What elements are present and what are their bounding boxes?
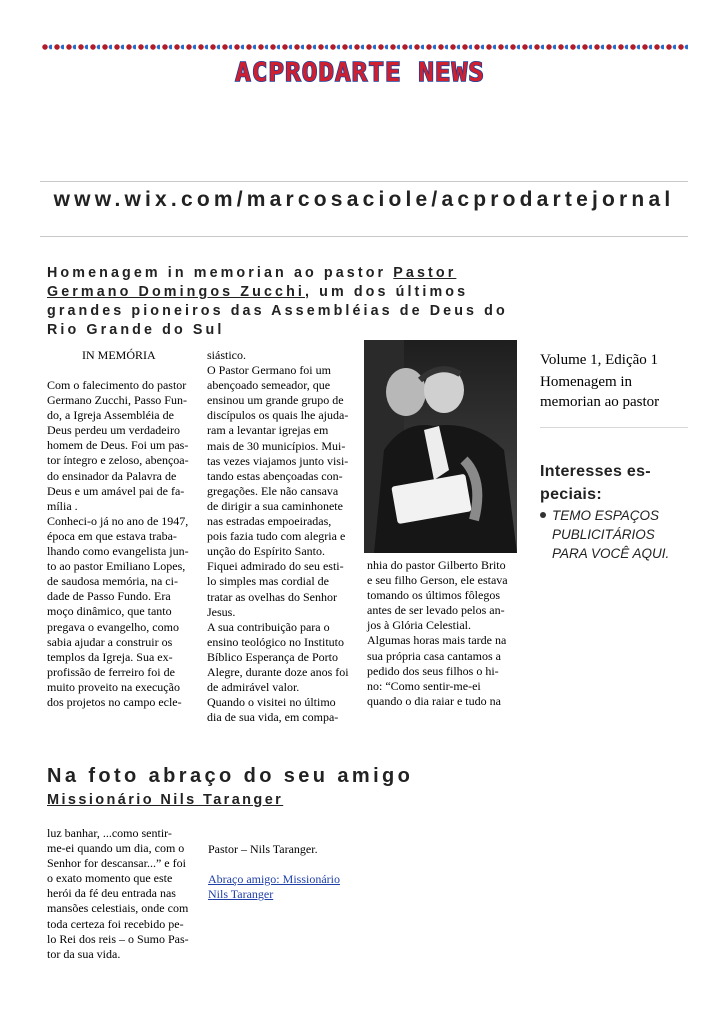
second-headline: Na foto abraço do seu amigo (47, 765, 414, 787)
article-column-3: nhia do pastor Gilberto Brito e seu filho Gerson, ele estava tomando os últimos fôlegos antes de ser levado pelos an- jos à Glória Celestial. Algumas horas mais tarde na sua própria casa cantamos a pedido dos seus filhos o hi- no: “Como sentir-me-ei quando o dia raiar e tudo na (367, 558, 508, 708)
headline-part1: Homenagem in memorian ao pastor (47, 265, 394, 281)
second-subheadline[interactable]: Missionário Nils Taranger (47, 792, 284, 808)
section-label: IN MEMÓRIA (82, 348, 156, 362)
bullet-icon (540, 512, 546, 518)
main-headline (47, 264, 517, 340)
headline-part2: , um dos últimos grandes pioneiros das Assembléias de Deus do Rio Grande do Sul (47, 284, 508, 338)
divider-top (40, 181, 688, 182)
sidebar-divider (540, 427, 688, 428)
website-url[interactable]: www.wix.com/marcosaciole/acprodartejornal (53, 188, 675, 211)
divider-url (40, 236, 688, 237)
logo-text: ACPRODARTE NEWS (235, 58, 485, 88)
acprodarte-news-logo (210, 52, 510, 92)
interests-title: Interesses es- peciais: (540, 463, 651, 503)
volume-label: Volume 1, Edição 1 (540, 352, 659, 368)
interests-bullet: TEMO ESPAÇOS PUBLICITÁRIOS PARA VOCÊ AQUI. (552, 508, 670, 561)
article-column-2: siástico. O Pastor Germano foi um abençoado semeador, que ensinou um grande grupo de discípulos os quais lhe ajuda- ram a levantar igrejas em mais de 30 municípios. Mui- tas vezes viajamos junto visi- tando estas abençoadas con- gregações. Ele não cansava de dirigir a sua caminhonete nas estradas empoeiradas, pois fazia tudo com alegria e unção do Espírito Santo. Fiquei admirado do seu esti- lo simples mas cordial de tratar as ovelhas do Senhor Jesus. A sua contribuição para o ensino teológico no Instituto Bíblico Esperança de Porto Alegre, durante doze anos foi de admirável valor. Quando o visitei no último dia de sua vida, em compa- (207, 348, 349, 725)
article-column-1: Com o falecimento do pastor Germano Zucchi, Passo Fun- do, a Igreja Assembléia de Deus perdeu um verdadeiro homem de Deus. Foi um pas- tor íntegro e zeloso, abençoa- do ensinador da Palavra de Deus e um amável pai de fa- mília . Conheci-o já no ano de 1947, época em que estava traba- lhando como evangelista jun- to ao pastor Emiliano Lopes, de saudosa memória, na ci- dade de Passo Fundo. Era moço dinâmico, que tanto pregava o evangelho, como sabia ajudar a construir os templos da Igreja. Sua ex- profissão de ferreiro foi de muito proveito na execução dos projetos no campo ecle- (47, 378, 189, 709)
article-photo (364, 340, 517, 553)
photo-caption-link[interactable]: Abraço amigo: Missionário Nils Taranger (208, 872, 340, 901)
photo-caption: Pastor – Nils Taranger. (208, 842, 318, 856)
sidebar-homage: Homenagem in memorian ao pastor (540, 374, 660, 410)
headline-link[interactable]: Pastor Germano Domingos Zucchi (47, 265, 457, 300)
second-column: luz banhar, ...como sentir- me-ei quando um dia, com o Senhor for descansar...” e foi o exato momento que este herói da fé deu entrada nas mansões celestiais, onde com toda certeza foi recebido pe- lo Rei dos reis – o Sumo Pas- tor da sua vida. (47, 826, 189, 961)
